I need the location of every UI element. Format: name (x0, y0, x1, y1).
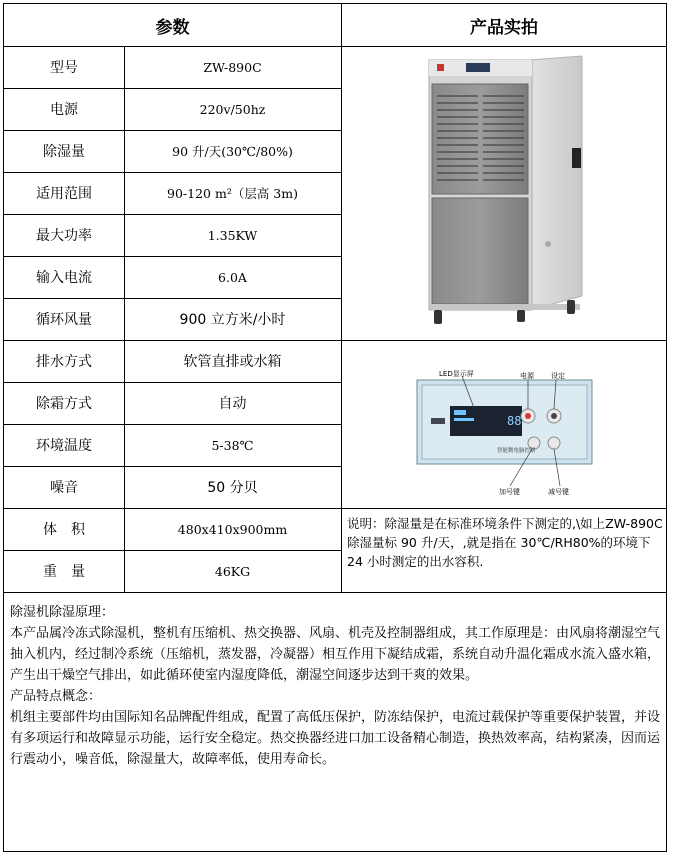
spec-label-noise: 噪音 (50, 480, 78, 496)
panel-brand-text: 智能微电脑控制 (497, 448, 536, 454)
spec-value-temperature: 5-38℃ (211, 437, 254, 453)
display-digits: 88 (507, 414, 522, 428)
principle-text: 本产品属冷冻式除湿机，整机有压缩机、热交换器、风扇、机壳及控制器组成，其工作原理是：由风扇将潮湿空气抽入机内，经过制冷系统（压缩机，蒸发器，冷凝器）相互作用下凝结成霜，系统自动升温化霜成水流入盛水箱，产生出干燥空气排出，如此循环使室内湿度降低，潮湿空间逐步达到干爽的效果。 (10, 626, 661, 683)
spec-value-weight: 46KG (214, 563, 251, 579)
features-text: 机组主要部件均由国际知名品牌配件组成，配置了高低压保护，防冻结保护，电流过载保护等重要保护装置，并设有多项运行和故障显示功能，运行安全稳定。热交换器经进口加工设备精心制造，换热效率高，结构紧凑，因而运行震动小，噪音低，除湿量大，故障率低，使用寿命长。 (10, 710, 661, 767)
minus-button[interactable] (548, 437, 560, 449)
spec-value-area: 90-120 m²（层高 3m) (167, 186, 298, 201)
params-header: 参数 (155, 17, 190, 38)
power-label: 电源 (520, 372, 534, 380)
spec-label-drainage: 排水方式 (36, 354, 92, 370)
spec-value-airflow: 900 立方米/小时 (179, 312, 286, 328)
spec-value-power-supply: 220v/50hz (199, 101, 266, 117)
spec-label-current: 输入电流 (36, 270, 92, 286)
spec-label-defrost: 除霜方式 (36, 396, 92, 412)
spec-label-volume: 体 积 (43, 522, 85, 538)
dehumidifier-photo (342, 48, 667, 343)
spec-value-drainage: 软管直排或水箱 (183, 354, 282, 370)
note-text: 说明：除湿量是在标准环境条件下测定的,\如上ZW-890C 除湿量标 90 升/天，,就是指在 30℃/RH80%的环境下 24 小时测定的出水容积. (347, 516, 663, 569)
brand-logo (437, 64, 444, 71)
principle-title: 除湿机除湿原理： (10, 605, 115, 620)
plus-label: 加号键 (499, 488, 520, 496)
spec-value-current: 6.0A (218, 269, 247, 285)
spec-value-volume: 480x410x900mm (177, 521, 288, 537)
spec-label-capacity: 除湿量 (43, 144, 85, 160)
spec-label-power-supply: 电源 (50, 102, 78, 118)
spec-label-weight: 重 量 (43, 564, 85, 580)
photo-header: 产品实拍 (470, 17, 538, 38)
spec-value-defrost: 自动 (218, 396, 247, 412)
set-label: 设定 (551, 372, 565, 380)
spec-value-noise: 50 分贝 (207, 480, 258, 496)
spec-label-model: 型号 (50, 60, 78, 76)
control-panel-diagram (342, 344, 667, 512)
led-label: LED显示屏 (439, 370, 474, 378)
features-title: 产品特点概念： (10, 689, 102, 704)
spec-label-area: 适用范围 (36, 186, 92, 202)
spec-value-max-power: 1.35KW (207, 227, 258, 243)
spec-value-capacity: 90 升/天(30℃/80%) (172, 144, 293, 159)
spec-label-airflow: 循环风量 (36, 312, 92, 328)
minus-label: 减号键 (548, 488, 569, 496)
spec-value-model: ZW-890C (203, 59, 262, 75)
spec-label-max-power: 最大功率 (36, 228, 92, 244)
spec-sheet (3, 3, 667, 852)
spec-label-temperature: 环境温度 (36, 438, 92, 454)
description-section (10, 602, 662, 770)
